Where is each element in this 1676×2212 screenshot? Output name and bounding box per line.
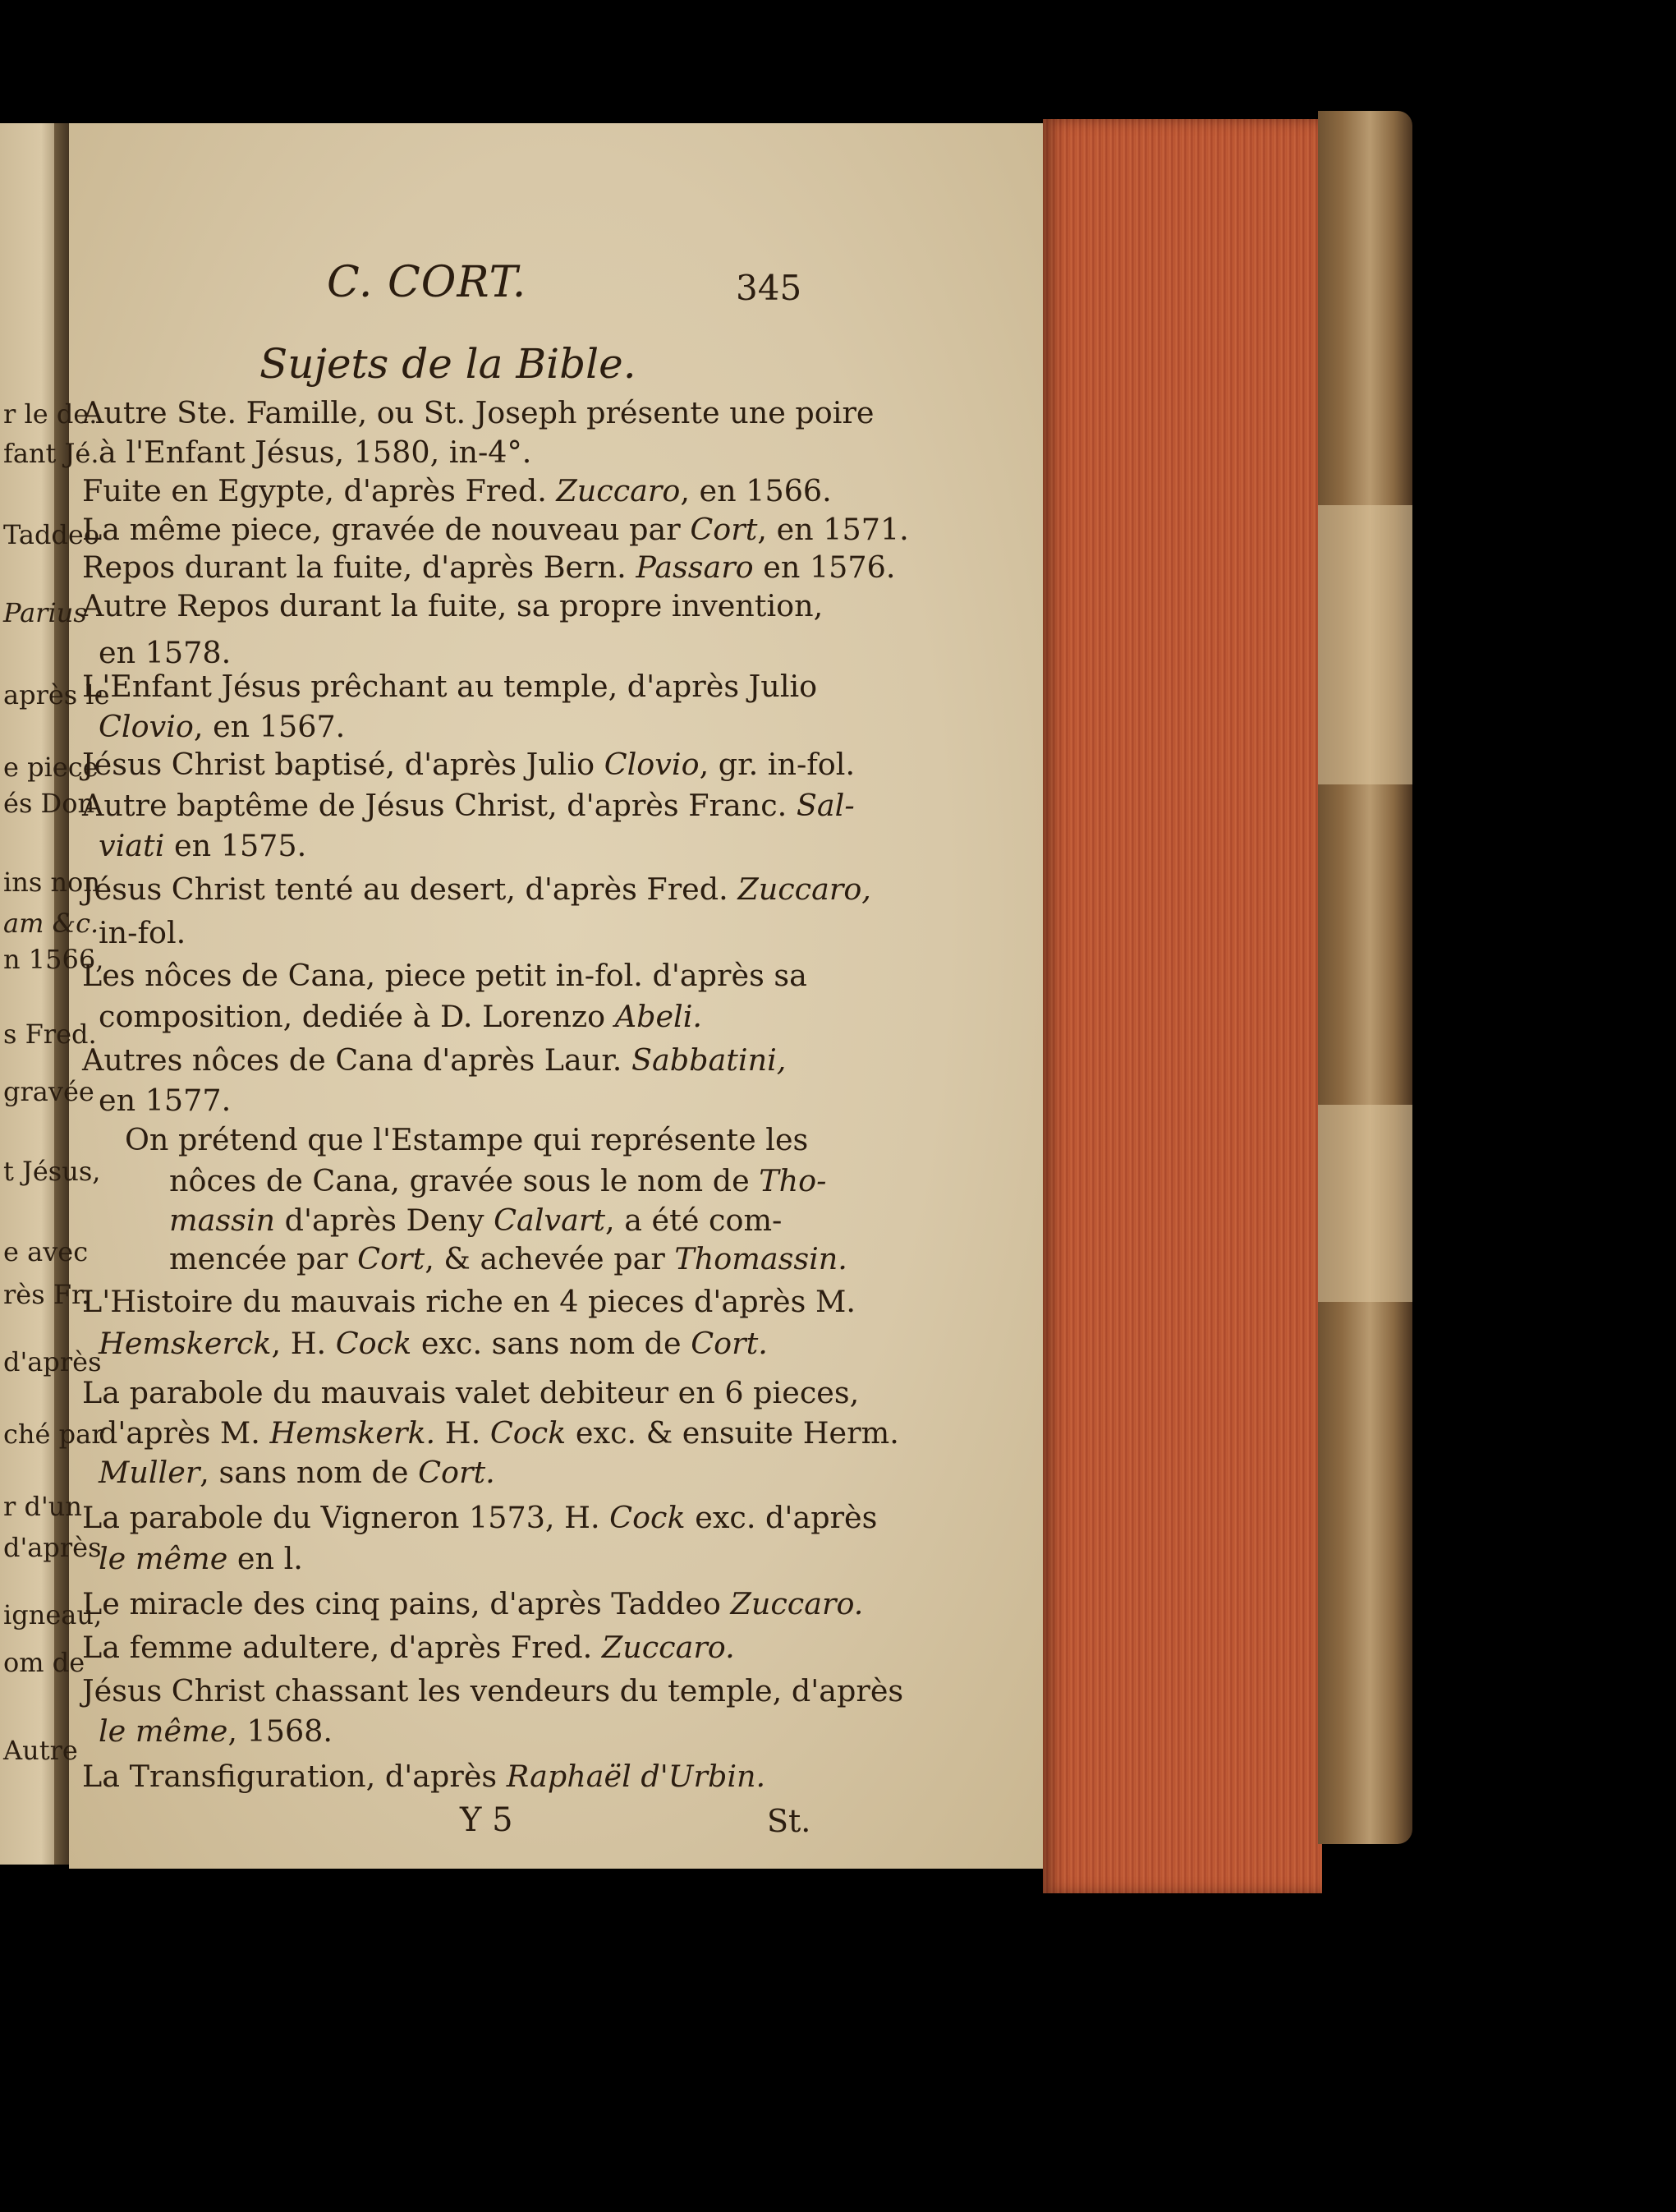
left-page-fragment: om de xyxy=(3,1647,85,1678)
left-page-fragment: d'après xyxy=(3,1532,102,1563)
left-page-fragment: gravée xyxy=(3,1076,94,1107)
text-line: viati en 1575. xyxy=(99,828,307,863)
text-line: La parabole du Vigneron 1573, H. Cock exc. d'après xyxy=(82,1500,878,1535)
book-spine xyxy=(1318,111,1412,1844)
text-line: d'après M. Hemskerk. H. Cock exc. & ensuite Herm. xyxy=(99,1415,899,1451)
left-page-fragment: ins non xyxy=(3,867,100,898)
running-head: C. CORT. xyxy=(327,258,527,307)
text-line: Autres nôces de Cana d'après Laur. Sabbatini, xyxy=(82,1042,787,1078)
text-line: On prétend que l'Estampe qui représente les xyxy=(125,1122,809,1157)
left-page-fragment: fant Jé. xyxy=(3,438,99,469)
catchword: St. xyxy=(767,1803,811,1839)
text-line: L'Histoire du mauvais riche en 4 pieces d'après M. xyxy=(82,1284,856,1319)
left-page-fragment: és Don xyxy=(3,788,95,819)
text-line: Les nôces de Cana, piece petit in-fol. d'après sa xyxy=(82,958,807,993)
left-page-fragment: après le xyxy=(3,679,110,711)
text-line: composition, dediée à D. Lorenzo Abeli. xyxy=(99,999,702,1034)
text-line: mencée par Cort, & achevée par Thomassin. xyxy=(169,1241,847,1276)
left-page-fragment: r le de. xyxy=(3,398,98,430)
text-line: Jésus Christ tenté au desert, d'après Fred. Zuccaro, xyxy=(82,871,871,907)
text-line: La Transfiguration, d'après Raphaël d'Urbin. xyxy=(82,1759,766,1794)
left-page-fragment: e avec xyxy=(3,1236,89,1267)
text-line: à l'Enfant Jésus, 1580, in-4°. xyxy=(99,435,532,470)
text-line: le même en l. xyxy=(99,1541,303,1576)
text-line: L'Enfant Jésus prêchant au temple, d'après Julio xyxy=(82,669,818,704)
text-line: massin d'après Deny Calvart, a été com- xyxy=(169,1203,783,1238)
text-line: Repos durant la fuite, d'après Bern. Passaro en 1576. xyxy=(82,550,896,585)
left-page-fragment: Autre xyxy=(3,1735,78,1766)
text-line: nôces de Cana, gravée sous le nom de Tho- xyxy=(169,1163,827,1198)
left-page-fragment: s Fred. xyxy=(3,1019,97,1050)
left-page-fragment: r d'un xyxy=(3,1491,82,1522)
left-page-fragment: Parius xyxy=(3,597,87,628)
left-page-fragment: d'après xyxy=(3,1346,102,1377)
text-line: Le miracle des cinq pains, d'après Taddeo Zuccaro. xyxy=(82,1586,864,1621)
text-line: La parabole du mauvais valet debiteur en 6 pieces, xyxy=(82,1375,860,1410)
text-line: La femme adultere, d'après Fred. Zuccaro. xyxy=(82,1630,735,1665)
text-line: Hemskerck, H. Cock exc. sans nom de Cort. xyxy=(99,1326,768,1361)
text-line: Clovio, en 1567. xyxy=(99,709,346,744)
left-page-fragment: e piece xyxy=(3,752,99,783)
text-line: Jésus Christ baptisé, d'après Julio Clovio, gr. in-fol. xyxy=(82,747,856,782)
text-line: Autre Ste. Famille, ou St. Joseph présente une poire xyxy=(82,395,875,430)
left-page-fragment: am &c. xyxy=(3,908,99,939)
signature-mark: Y 5 xyxy=(460,1801,513,1839)
text-line: Muller, sans nom de Cort. xyxy=(99,1455,495,1490)
book-page-edges xyxy=(1043,119,1322,1893)
text-line: en 1578. xyxy=(99,635,232,670)
left-page-fragment: rès Fr. xyxy=(3,1279,90,1310)
text-line: en 1577. xyxy=(99,1083,232,1118)
text-line: Jésus Christ chassant les vendeurs du temple, d'après xyxy=(82,1673,904,1708)
text-line: Autre baptême de Jésus Christ, d'après Franc. Sal- xyxy=(82,788,855,823)
left-page-fragment: ché par xyxy=(3,1419,104,1450)
section-title: Sujets de la Bible. xyxy=(259,340,636,388)
left-page-fragment: n 1566, xyxy=(3,944,104,975)
text-line: in-fol. xyxy=(99,915,186,950)
text-line: le même, 1568. xyxy=(99,1713,333,1749)
text-line: Autre Repos durant la fuite, sa propre invention, xyxy=(82,588,824,623)
text-line: La même piece, gravée de nouveau par Cort, en 1571. xyxy=(82,512,909,547)
left-page-fragment: igneau, xyxy=(3,1599,103,1630)
text-line: Fuite en Egypte, d'après Fred. Zuccaro, en 1566. xyxy=(82,473,832,508)
left-page-fragment: Taddeo xyxy=(3,519,100,550)
left-page-fragment: t Jésus, xyxy=(3,1156,101,1187)
page-number: 345 xyxy=(736,268,802,308)
